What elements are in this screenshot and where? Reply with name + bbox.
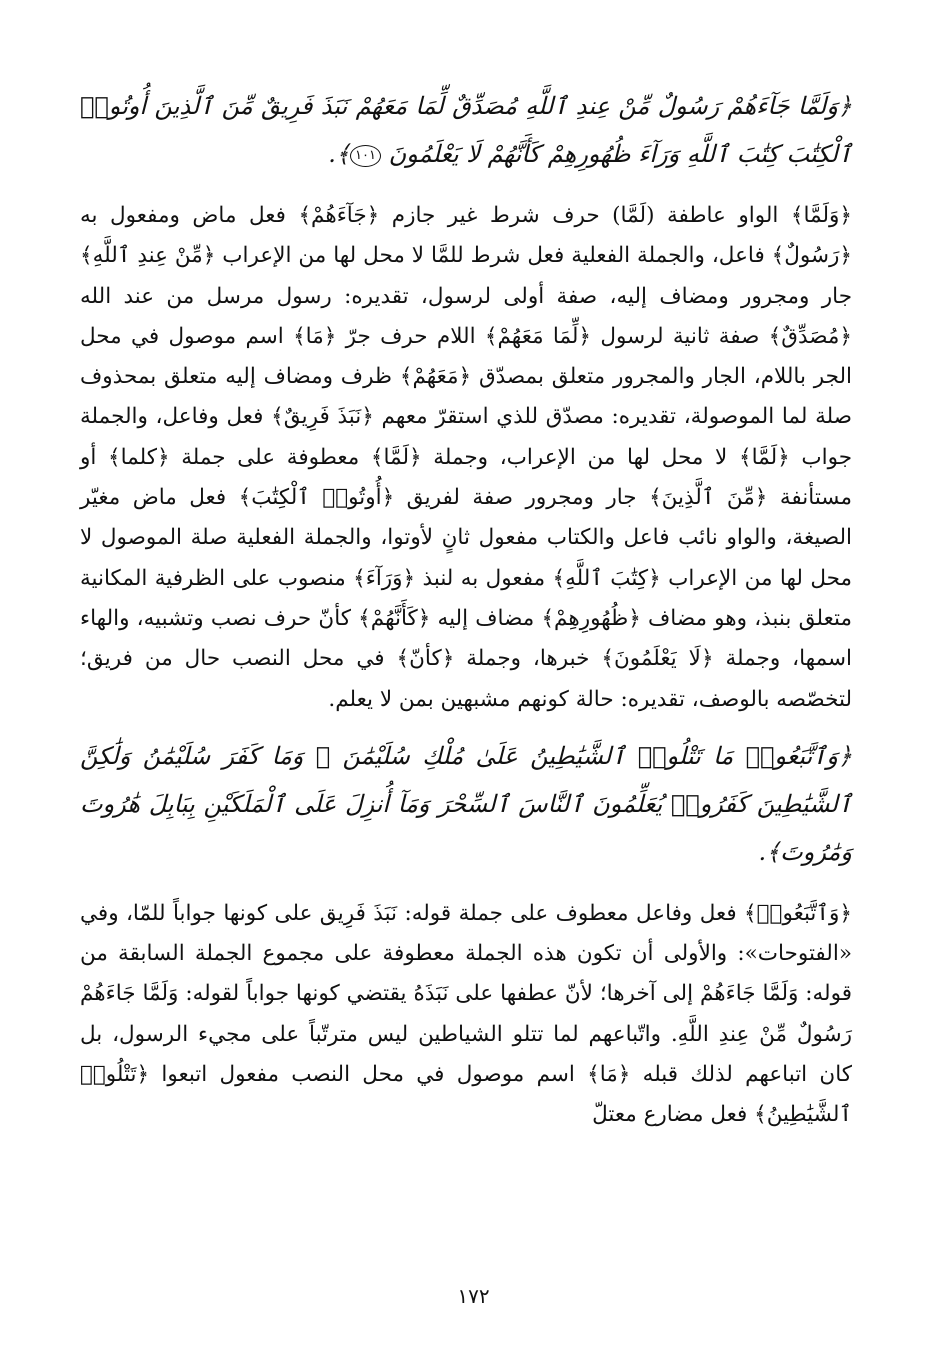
verse-1-closing: ﴾. bbox=[328, 140, 350, 168]
grammar-paragraph-1: ﴿وَلَمَّا﴾ الواو عاطفة (لَمَّا) حرف شرط غير جازم ﴿جَآءَهُمْ﴾ فعل ماض ومفعول به ﴿رَسُولٌ﴾ فاعل، والجملة الفعلية فعل شرط للمَّا لا محل لها من الإعراب ﴿مِّنْ عِندِ ٱللَّهِ﴾ جار ومجرور ومضاف إليه، صفة أولى لرسول، تقديره: رسول مرسل من عند الله ﴿مُصَدِّقٌ﴾ صفة ثانية لرسول ﴿لِّمَا مَعَهُمْ﴾ اللام حرف جرّ ﴿مَا﴾ اسم موصول في محل الجر باللام، الجار والمجرور متعلق بمصدّق ﴿مَعَهُمْ﴾ ظرف ومضاف إليه متعلق بمحذوف صلة لما الموصولة، تقديره: مصدّق للذي استقرّ معهم ﴿نَبَذَ فَرِيقٌ﴾ فعل وفاعل، والجملة جواب ﴿لَمَّا﴾ لا محل لها من الإعراب، وجملة ﴿لَمَّا﴾ معطوفة على جملة ﴿كلما﴾ أو مستأنفة ﴿مِّنَ ٱلَّذِينَ﴾ جار ومجرور صفة لفريق ﴿أُوتُوا۟ ٱلْكِتَٰبَ﴾ فعل ماض مغيّر الصيغة، والواو نائب فاعل والكتاب مفعول ثانٍ لأوتوا، والجملة الفعلية صلة الموصول لا محل لها من الإعراب ﴿كِتَٰبَ ٱللَّهِ﴾ مفعول به لنبذ ﴿وَرَآءَ﴾ منصوب على الظرفية المكانية متعلق بنبذ، وهو مضاف ﴿ظُهُورِهِمْ﴾ مضاف إليه ﴿كَأَنَّهُمْ﴾ كأنّ حرف نصب وتشبيه، والهاء اسمها، وجملة ﴿لَا يَعْلَمُونَ﴾ خبرها، وجملة ﴿كأنّ﴾ في محل النصب حال من فريق؛ لتخصّصه بالوصف، تقديره: حالة كونهم مشبهين بمن لا يعلم. bbox=[80, 203, 852, 712]
page-number: ١٧٢ bbox=[457, 1284, 490, 1308]
quran-verse-1 bbox=[80, 82, 852, 178]
quran-verse-2: ﴿وَٱتَّبَعُوا۟ مَا تَتْلُوا۟ ٱلشَّيَٰطِينُ عَلَىٰ مُلْكِ سُلَيْمَٰنَ ۖ وَمَا كَفَرَ سُلَيْمَٰنُ وَلَٰكِنَّ ٱلشَّيَٰطِينَ كَفَرُوا۟ يُعَلِّمُونَ ٱلنَّاسَ ٱلسِّحْرَ وَمَآ أُنزِلَ عَلَى ٱلْمَلَكَيْنِ بِبَابِلَ هَٰرُوتَ وَمَٰرُوتَ﴾. bbox=[80, 741, 852, 866]
grammar-paragraph-2: ﴿وَٱتَّبَعُوا۟﴾ فعل وفاعل معطوف على جملة قوله: نَبَذَ فَرِيق على كونها جواباً للمّا، وفي «الفتوحات»: والأولى أن تكون هذه الجملة معطوفة على مجموع الجملة السابقة من قوله: وَلَمَّا جَاءَهُمْ إلى آخرها؛ لأنّ عطفها على نَبَذَهُ يقتضي كونها جواباً لقوله: وَلَمَّا جَاءَهُمْ رَسُولٌ مِّنْ عِندِ اللَّهِ. واتّباعهم لما تتلو الشياطين ليس مترتّباً على مجيء الرسول، بل كان اتباعهم لذلك قبله ﴿مَا﴾ اسم موصول في محل النصب مفعول اتبعوا ﴿تَتْلُوا۟ ٱلشَّيَٰطِينُ﴾ فعل مضارع معتلّ bbox=[80, 900, 852, 1128]
page-content bbox=[80, 82, 852, 1148]
ayah-number-marker: ١٠١ bbox=[350, 145, 381, 167]
verse-1-text: ﴿وَلَمَّا جَآءَهُمْ رَسُولٌ مِّنْ عِندِ ٱللَّهِ مُصَدِّقٌ لِّمَا مَعَهُمْ نَبَذَ فَرِيقٌ مِّنَ ٱلَّذِينَ أُوتُوا۟ ٱلْكِتَٰبَ كِتَٰبَ ٱللَّهِ وَرَآءَ ظُهُورِهِمْ كَأَنَّهُمْ لَا يَعْلَمُونَ bbox=[80, 92, 852, 168]
